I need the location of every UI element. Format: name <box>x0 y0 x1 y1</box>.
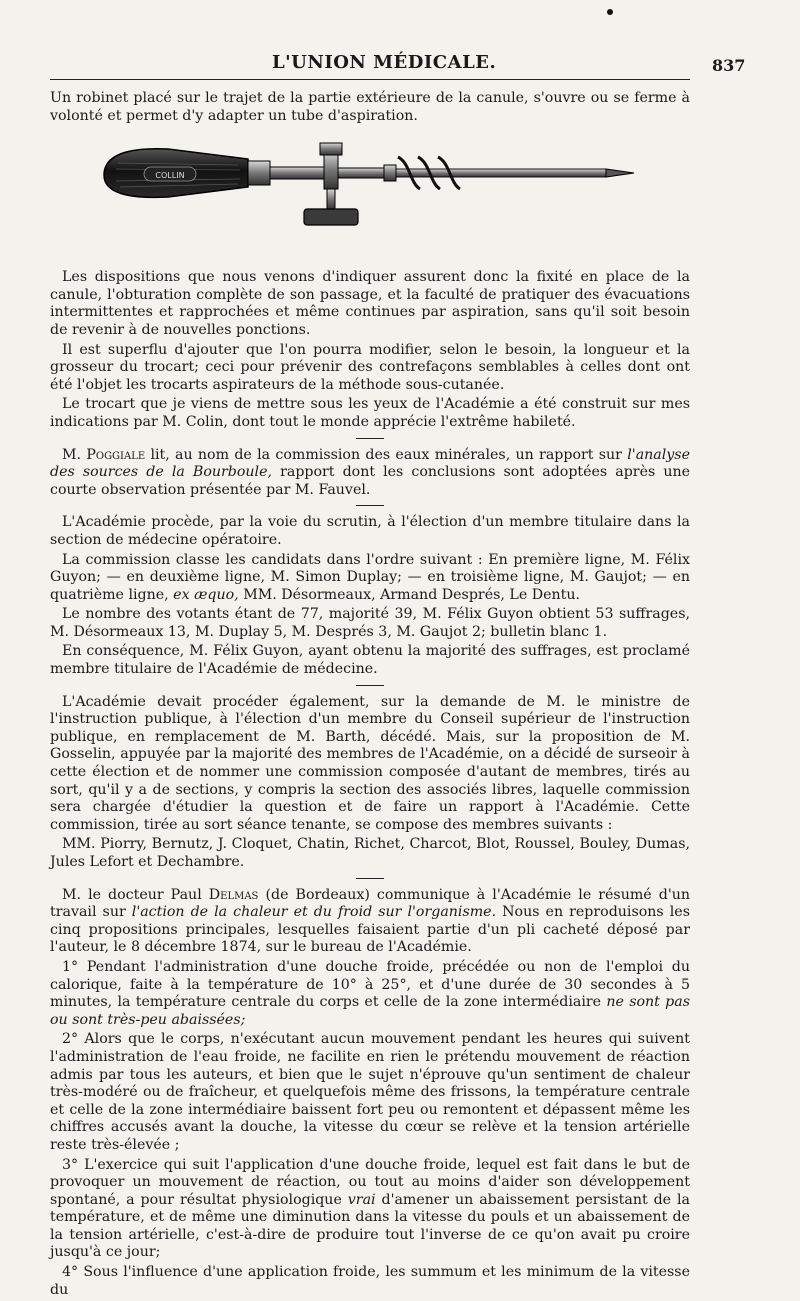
page-header <box>50 50 746 78</box>
trocart-engraving <box>98 133 638 253</box>
proposition-4: 4° Sous l'influence d'une application froide, les summum et les minimum de la vitesse du <box>50 1264 690 1298</box>
trocart-illustration <box>50 127 690 267</box>
header-rule <box>50 79 690 80</box>
paragraph-proclamation: En conséquence, M. Félix Guyon, ayant obtenu la majorité des suffrages, est proclamé membre titulaire de l'Académie de médecine. <box>50 643 690 678</box>
paragraph-candidats: La commission classe les candidats dans l'ordre suivant : En première ligne, M. Félix Guyon; — en deuxième ligne, M. Simon Duplay; — en troisième ligne, M. Gaujot; — en quatrième ligne, ex æquo, MM. Désormeaux, Armand Després, Le Dentu. <box>50 551 690 603</box>
paragraph-election: L'Académie procède, par la voie du scrutin, à l'élection d'un membre titulaire dans la section de médecine opératoire. <box>50 514 690 548</box>
paragraph-dispositions: Les dispositions que nous venons d'indiquer assurent donc la fixité en place de la canule, l'obturation complète de son passage, et la faculté de pratiquer des évacuations intermittentes et rapprochées et même continues par aspiration, sans qu'il soit besoin de revenir à de nouvelles ponctions. <box>50 269 690 338</box>
author-name-poggiale: Poggiale <box>86 446 146 463</box>
proposition-2: 2° Alors que le corps, n'exécutant aucun mouvement pendant les heures qui suivent l'administration de l'eau froide, ne facilite en rien le prétendu mouvement de réaction admis par tous les auteurs, et bien que le sujet n'éprouve qu'un sentiment de chaleur très-modéré ou de fraîcheur, et quelquefois même des frissons, la température centrale et celle de la zone intermédiaire baissent fort peu ou remontent et dépassent même les chiffres accusés avant la douche, la vitesse du cœur se relève et la tension artérielle reste très-élevée ; <box>50 1031 690 1153</box>
ink-dot <box>607 9 613 15</box>
paragraph-trocart-colin: Le trocart que je viens de mettre sous les yeux de l'Académie a été construit sur mes indications par M. Colin, dont tout le monde apprécie l'extrême habileté. <box>50 396 690 430</box>
proposition-3: 3° L'exercice qui suit l'application d'une douche froide, lequel est fait dans le but de provoquer un mouvement de réaction, ou tout au moins d'aider son développement spontané, a pour résultat physiologique vrai d'amener un abaissement persistant de la température, et de même une diminution dans la vitesse du pouls et un abaissement de la tension artérielle, c'est-à-dire de produire tout l'inverse de ce qu'on avait pu croire jusqu'à ce jour; <box>50 1156 690 1261</box>
section-separator <box>356 438 384 439</box>
paragraph-votes: Le nombre des votants étant de 77, majorité 39, M. Félix Guyon obtient 53 suffrages, M. Désormeaux 13, M. Duplay 5, M. Després 3, M. Gaujot 2; bulletin blanc 1. <box>50 606 690 640</box>
paragraph-robinet: Un robinet placé sur le trajet de la partie extérieure de la canule, s'ouvre ou se ferme à volonté et permet d'y adapter un tube d'aspiration. <box>50 90 690 124</box>
page-number: 837 <box>712 56 746 75</box>
section-separator <box>356 878 384 879</box>
paragraph-conseil-superieur: L'Académie devait procéder également, sur la demande de M. le ministre de l'instruction publique, à l'élection d'un membre du Conseil supérieur de l'instruction publique, en remplacement de M. Barth, décédé. Mais, sur la proposition de M. Gosselin, appuyée par la majorité des membres de l'Académie, on a décidé de surseoir à cette élection et de nommer une commission composée d'autant de membres, tirés au sort, qu'il y a de sections, y compris la section des associés libres, laquelle commission sera chargée d'étudier la question et de faire un rapport à l'Académie. Cette commission, tirée au sort séance tenante, se compose des membres suivants : <box>50 693 690 833</box>
proposition-1: 1° Pendant l'administration d'une douche froide, précédée ou non de l'emploi du calorique, faite à la température de 10° à 25°, et d'une durée de 30 secondes à 5 minutes, la température centrale du corps et celle de la zone intermédiaire ne sont pas ou sont très-peu abaissées; <box>50 958 690 1028</box>
paragraph-poggiale: M. Poggiale lit, au nom de la commission des eaux minérales, un rapport sur l'analyse des sources de la Bourboule, rapport dont les conclusions sont adoptées après une courte observation présentée par M. Fauvel. <box>50 446 690 498</box>
paragraph-delmas: M. le docteur Paul Delmas (de Bordeaux) communique à l'Académie le résumé d'un travail sur l'action de la chaleur et du froid sur l'organisme. Nous en reproduisons les cinq propositions principales, lesquelles faisaient partie d'un pli cacheté déposé par l'auteur, le 8 décembre 1874, sur le bureau de l'Académie. <box>50 886 691 956</box>
paragraph-commission-members: MM. Piorry, Bernutz, J. Cloquet, Chatin, Richet, Charcot, Blot, Roussel, Bouley, Dumas, Jules Lefort et Dechambre. <box>50 836 690 870</box>
running-title: L'UNION MÉDICALE. <box>272 52 497 73</box>
author-name-delmas: Delmas <box>208 886 259 903</box>
section-separator <box>356 685 384 686</box>
paragraph-superflu: Il est superflu d'ajouter que l'on pourra modifier, selon le besoin, la longueur et la grosseur du trocart; ceci pour prévenir des contrefaçons semblables à celles dont ont été l'objet les trocarts aspirateurs de la méthode sous-cutanée. <box>50 341 690 393</box>
section-separator <box>356 505 384 506</box>
collin-engraving: COLLIN <box>155 171 185 181</box>
article-body <box>50 90 690 1301</box>
